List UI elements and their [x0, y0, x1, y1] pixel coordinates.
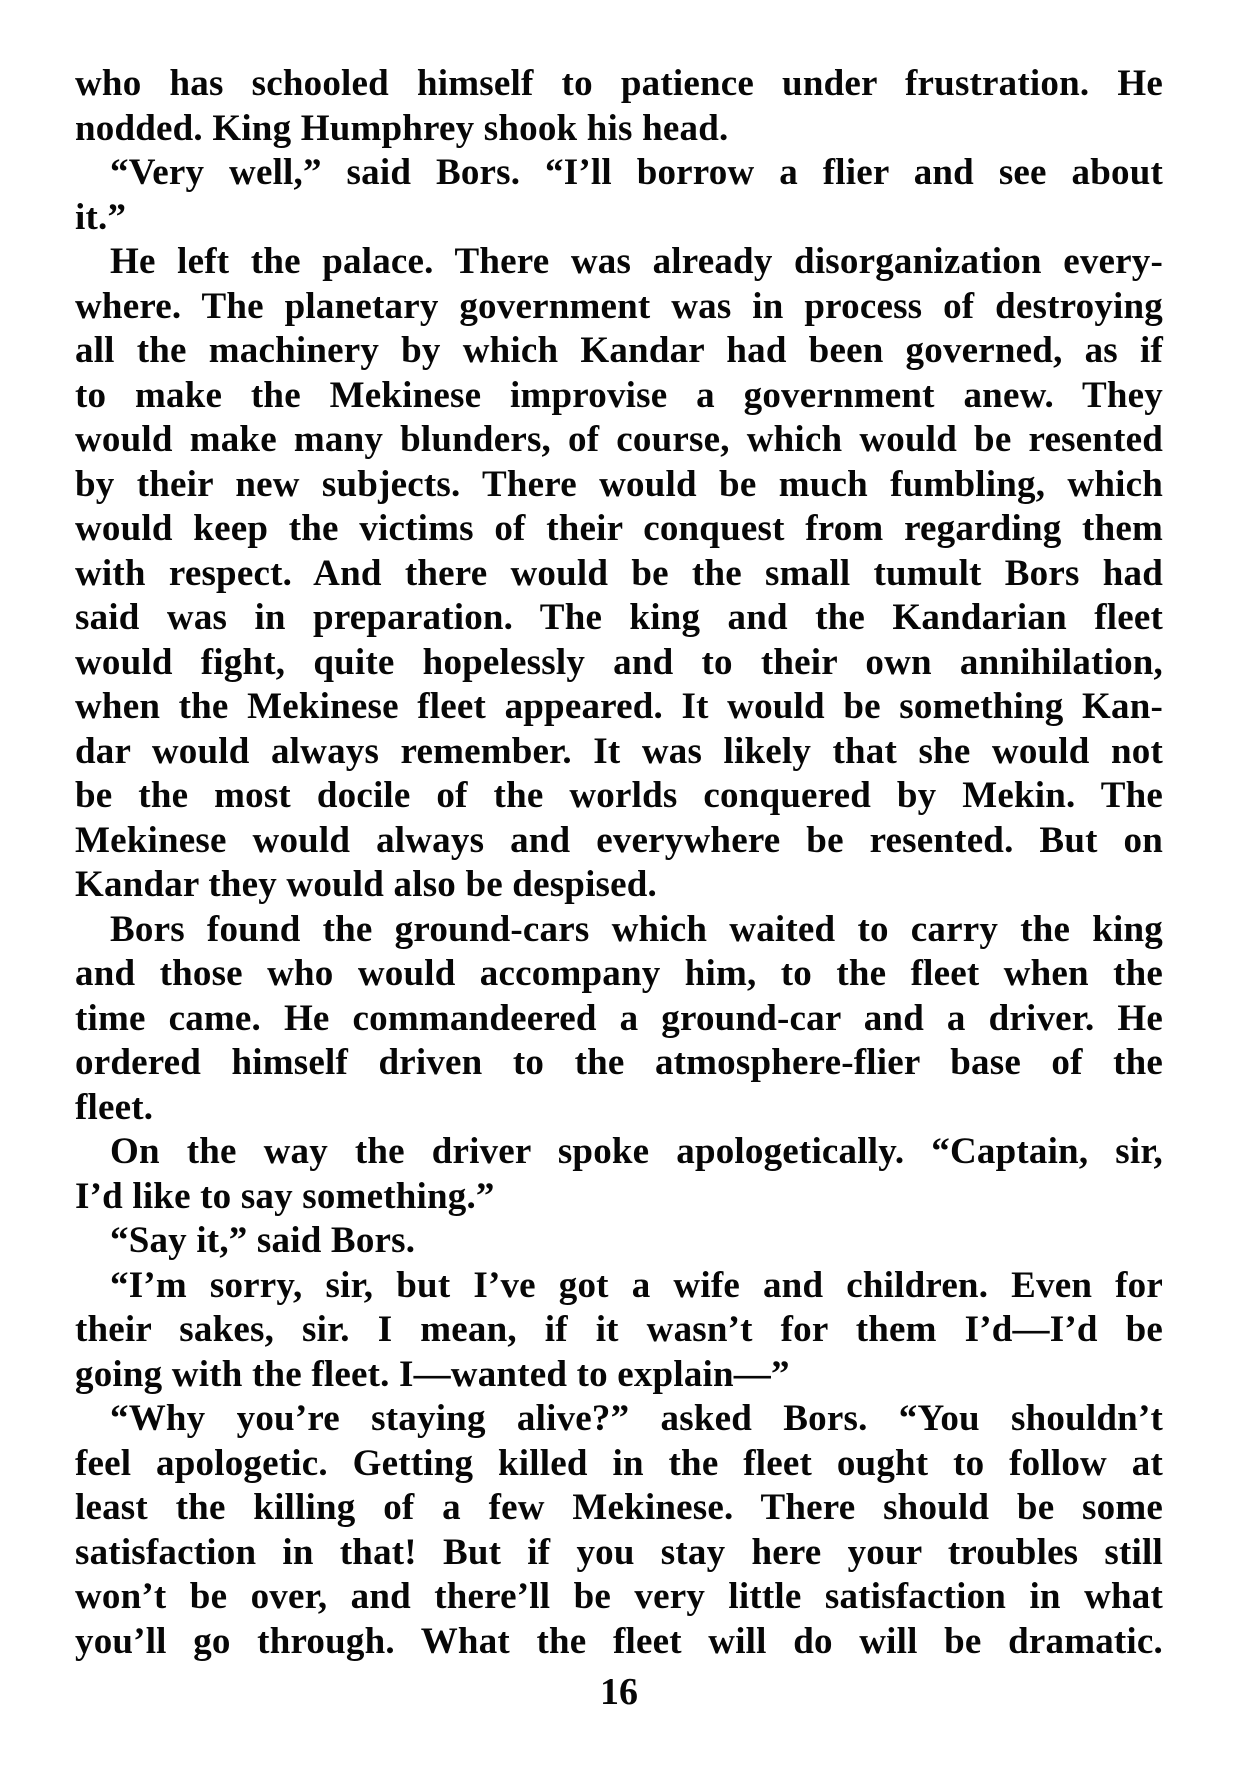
text-line: going with the fleet. I—wanted to explain—”	[75, 1353, 790, 1395]
text-line: by their new subjects. There would be much fumbling, which	[75, 463, 1163, 505]
text-line: On the way the driver spoke apologetically. “Captain, sir,	[110, 1131, 1163, 1172]
text-line: when the Mekinese fleet appeared. It would be something Kan-	[75, 686, 1163, 727]
text-line: Kandar they would also be despised.	[75, 864, 657, 905]
text-line: “I’m sorry, sir, but I’ve got a wife and children. Even for	[110, 1264, 1163, 1306]
text-line: would keep the victims of their conquest from regarding them	[75, 508, 1163, 549]
text-line: where. The planetary government was in process of destroying	[75, 285, 1163, 327]
text-line: won’t be over, and there’ll be very little satisfaction in what	[75, 1576, 1163, 1617]
paragraphs-container	[75, 62, 1163, 1664]
text-line: all the machinery by which Kandar had been governed, as if	[75, 330, 1163, 371]
page-number: 16	[600, 1671, 638, 1713]
text-line: Bors found the ground-cars which waited to carry the king	[110, 908, 1163, 950]
text-line: dar would always remember. It was likely that she would not	[75, 730, 1163, 772]
text-line: Mekinese would always and everywhere be resented. But on	[75, 819, 1163, 861]
text-line: fleet.	[75, 1086, 154, 1128]
text-line: satisfaction in that! But if you stay here your troubles still	[75, 1531, 1163, 1573]
text-line: be the most docile of the worlds conquered by Mekin. The	[75, 775, 1163, 816]
text-line: would fight, quite hopelessly and to their own annihilation,	[75, 641, 1163, 683]
text-line: “Say it,” said Bors.	[110, 1220, 416, 1261]
text-line: would make many blunders, of course, which would be resented	[75, 419, 1163, 460]
page-text	[75, 62, 1163, 1714]
text-line: you’ll go through. What the fleet will do will be dramatic.	[75, 1620, 1163, 1662]
text-line: feel apologetic. Getting killed in the fleet ought to follow at	[75, 1442, 1163, 1484]
text-line: nodded. King Humphrey shook his head.	[75, 107, 729, 149]
text-line: who has schooled himself to patience under frustration. He	[75, 63, 1163, 104]
text-line: He left the palace. There was already disorganization every-	[110, 241, 1163, 282]
text-line: it.”	[75, 196, 127, 238]
text-line: and those who would accompany him, to the fleet when the	[75, 953, 1163, 994]
text-line: I’d like to say something.”	[75, 1175, 495, 1217]
text-line: to make the Mekinese improvise a government anew. They	[75, 374, 1163, 416]
text-line: “Very well,” said Bors. “I’ll borrow a flier and see about	[110, 152, 1163, 193]
text-line: ordered himself driven to the atmosphere-flier base of the	[75, 1042, 1163, 1083]
text-line: with respect. And there would be the small tumult Bors had	[75, 552, 1163, 594]
text-line: least the killing of a few Mekinese. There should be some	[75, 1487, 1163, 1528]
text-line: “Why you’re staying alive?” asked Bors. “You shouldn’t	[110, 1398, 1163, 1439]
text-line: said was in preparation. The king and the Kandarian fleet	[75, 597, 1163, 638]
text-line: their sakes, sir. I mean, if it wasn’t for them I’d—I’d be	[75, 1309, 1163, 1350]
text-line: time came. He commandeered a ground-car and a driver. He	[75, 997, 1163, 1039]
